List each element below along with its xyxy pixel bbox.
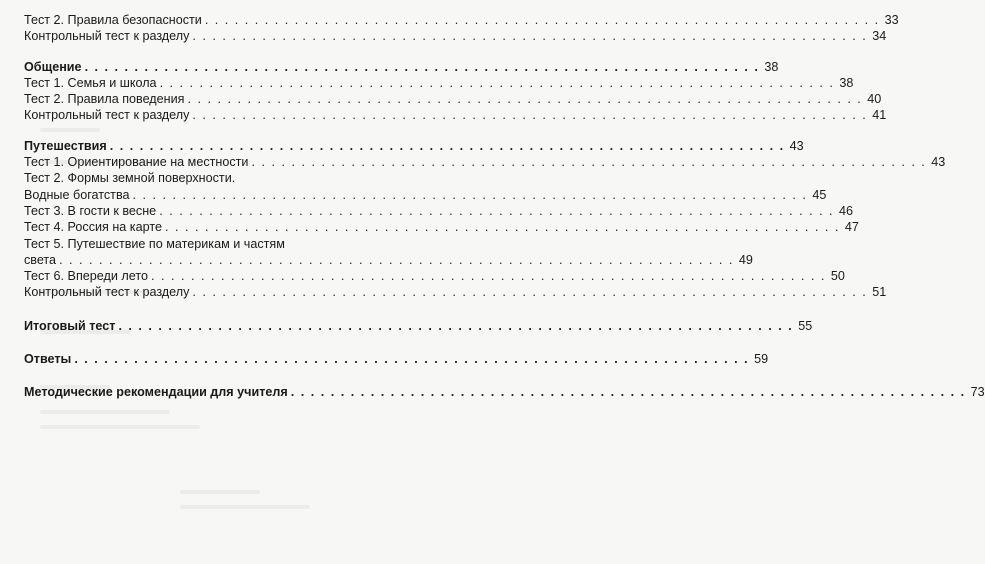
toc-entry-title: Контрольный тест к разделу xyxy=(24,29,190,44)
toc-entry-page: 59 xyxy=(754,352,769,367)
table-of-contents xyxy=(24,12,985,401)
toc-section-heading xyxy=(24,138,804,154)
leader-dots xyxy=(205,12,880,28)
toc-entry-page: 55 xyxy=(798,318,813,333)
toc-entry xyxy=(24,203,854,219)
toc-section-title: Ответы xyxy=(24,352,72,367)
toc-entry-title: Тест 2. Правила поведения xyxy=(24,92,185,107)
toc-entry xyxy=(24,91,882,107)
toc-entry-title: Тест 2. Правила безопасности xyxy=(24,13,202,27)
leader-dots xyxy=(291,384,966,400)
toc-entry-page: 43 xyxy=(931,155,946,170)
leader-dots xyxy=(85,59,760,75)
leader-dots xyxy=(192,284,867,300)
toc-entry-page: 38 xyxy=(839,75,854,90)
toc-entry-title: Тест 6. Впереди лето xyxy=(24,269,148,284)
toc-entry-title: Водные богатства xyxy=(24,187,130,202)
toc-entry-title-line: Тест 2. Формы земной поверхности. xyxy=(24,171,236,186)
toc-entry-title: Тест 3. В гости к весне xyxy=(24,203,157,218)
toc-entry-page: 40 xyxy=(867,92,882,107)
leader-dots xyxy=(59,252,734,268)
toc-entry-title: Тест 1. Ориентирование на местности xyxy=(24,155,249,170)
toc-section-heading xyxy=(24,351,769,367)
toc-section-title: Путешествия xyxy=(24,138,107,153)
toc-entry xyxy=(24,75,854,91)
toc-entry-page: 45 xyxy=(812,187,827,202)
toc-entry xyxy=(24,284,887,300)
toc-entry-page: 43 xyxy=(789,138,804,153)
toc-entry-page: 50 xyxy=(830,269,845,284)
leader-dots xyxy=(159,203,834,219)
toc-entry-title: Тест 4. Россия на карте xyxy=(24,220,162,235)
leader-dots xyxy=(192,28,867,44)
toc-section-title: Общение xyxy=(24,59,82,74)
toc-entry xyxy=(24,252,753,268)
toc-entry xyxy=(24,268,845,284)
toc-entry-title: Тест 1. Семья и школа xyxy=(24,75,157,90)
toc-entry-page: 33 xyxy=(884,13,899,27)
toc-entry xyxy=(24,28,887,44)
toc-entry xyxy=(24,12,899,28)
toc-section-heading xyxy=(24,384,985,400)
leader-dots xyxy=(160,75,835,91)
toc-section-heading xyxy=(24,318,813,334)
leader-dots xyxy=(110,138,785,154)
leader-dots xyxy=(133,187,808,203)
leader-dots xyxy=(151,268,826,284)
toc-entry-page: 34 xyxy=(872,29,887,44)
toc-entry-page: 51 xyxy=(872,285,887,300)
toc-section-title: Методические рекомендации для учителя xyxy=(24,385,288,400)
toc-entry-page: 47 xyxy=(844,220,859,235)
leader-dots xyxy=(74,351,749,367)
toc-entry-page: 73 xyxy=(970,385,985,400)
toc-entry-title: света xyxy=(24,252,57,267)
leader-dots xyxy=(118,318,793,334)
toc-entry-page: 49 xyxy=(738,252,753,267)
toc-section-title: Итоговый тест xyxy=(24,318,116,333)
toc-entry-page: 41 xyxy=(872,108,887,123)
toc-entry-title-line: Тест 5. Путешествие по материкам и частям xyxy=(24,236,285,251)
leader-dots xyxy=(251,154,926,170)
toc-entry xyxy=(24,107,887,123)
leader-dots xyxy=(165,219,840,235)
toc-section-heading xyxy=(24,59,779,75)
toc-entry-page: 46 xyxy=(839,203,854,218)
toc-entry-title: Контрольный тест к разделу xyxy=(24,108,190,123)
toc-entry-page: 38 xyxy=(764,59,779,74)
toc-entry xyxy=(24,219,859,235)
leader-dots xyxy=(187,91,862,107)
toc-entry-title: Контрольный тест к разделу xyxy=(24,285,190,300)
toc-entry xyxy=(24,187,827,203)
toc-entry xyxy=(24,154,946,170)
leader-dots xyxy=(192,107,867,123)
